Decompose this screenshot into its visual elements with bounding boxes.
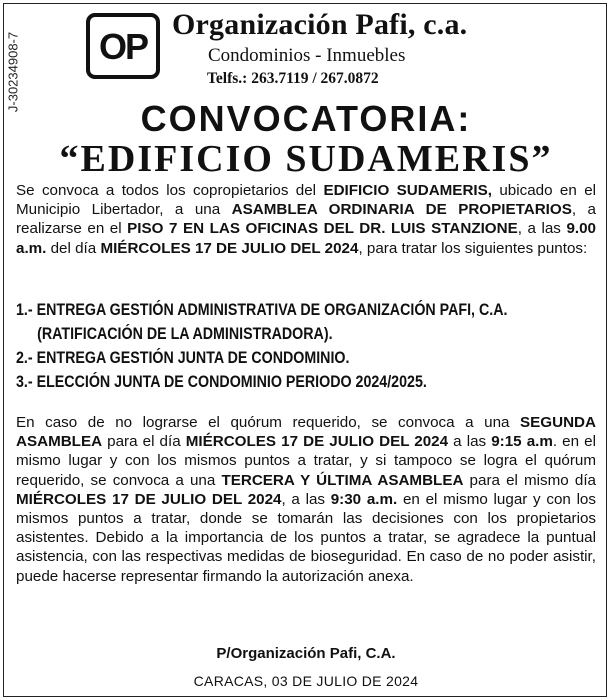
text-run: , a las — [281, 490, 331, 508]
op-logo-mark — [90, 17, 156, 75]
text-run: , para tratar los siguientes puntos: — [358, 239, 588, 257]
bold-text: EDIFICIO SUDAMERIS, — [323, 182, 492, 199]
bold-text: SEGUNDA ASAMBLEA — [16, 414, 596, 451]
agenda-item: 3.- ELECCIÓN JUNTA DE CONDOMINIO PERIODO 2024/2025. — [16, 373, 427, 391]
date-line: CARACAS, 03 DE JULIO DE 2024 — [193, 673, 419, 689]
company-phones: Telfs.: 263.7119 / 267.0872 — [207, 70, 379, 87]
bold-text: MIÉRCOLES 17 DE JULIO DEL 2024 — [16, 490, 282, 508]
building-name: “EDIFICIO SUDAMERIS” — [59, 138, 553, 180]
text-run: para el mismo día — [463, 471, 596, 489]
text-run: , a las — [517, 220, 567, 238]
svg-text:OP: OP — [98, 26, 148, 67]
text-run: para el día — [102, 433, 186, 451]
text-run: , a realizarse en el — [16, 201, 596, 238]
agenda-list — [16, 298, 606, 394]
intro-paragraph — [16, 181, 596, 258]
company-subtitle: Condominios - Inmuebles — [208, 45, 406, 66]
bold-text: 9:30 a.m. — [330, 490, 398, 508]
bold-text: 9:15 a.m — [491, 433, 553, 451]
text-run: a las — [448, 433, 492, 451]
text-run: en el mismo lugar y con los mismos puntos a tratar, donde se tomarán las decisiones con los propietarios asistentes. Debido a la importancia de los puntos a tratar, se agradece la puntual asistencia, con las respectivas medidas de bioseguridad. En caso de no poder asistir, puede hacerse representar firmando la autorización anexa. — [16, 490, 596, 585]
bold-text: 9.00 a.m. — [16, 220, 596, 257]
text-run: En caso de no lograrse el quórum requerido, se convoca a una — [16, 414, 521, 431]
rif-number: J-30234908-7 — [5, 31, 21, 113]
bold-text: TERCERA Y ÚLTIMA ASAMBLEA — [221, 471, 464, 489]
bold-text: MIÉRCOLES 17 DE JULIO DEL 2024 — [100, 239, 359, 257]
quorum-paragraph — [16, 413, 596, 586]
text-run: del día — [46, 239, 101, 257]
notice-title: CONVOCATORIA: — [140, 98, 472, 139]
text-run: . en el mismo lugar y con los mismos puntos a tratar, y si tampoco se logra el quórum requerido, se convoca a una — [16, 433, 596, 489]
signature-line: P/Organización Pafi, C.A. — [216, 645, 396, 662]
company-name: Organización Pafi, c.a. — [172, 8, 468, 41]
bold-text: PISO 7 EN LAS OFICINAS DEL DR. LUIS STANZIONE — [127, 220, 518, 238]
bold-text: MIÉRCOLES 17 DE JULIO DEL 2024 — [185, 433, 449, 451]
agenda-item: 1.- ENTREGA GESTIÓN ADMINISTRATIVA DE ORGANIZACIÓN PAFI, C.A. — [16, 301, 508, 319]
agenda-item: 2.- ENTREGA GESTIÓN JUNTA DE CONDOMINIO. — [16, 349, 350, 367]
bold-text: ASAMBLEA ORDINARIA DE PROPIETARIOS — [231, 201, 572, 219]
company-logo — [86, 13, 160, 79]
text-run: ubicado en el Municipio Libertador, a una — [16, 182, 597, 219]
agenda-item: (RATIFICACIÓN DE LA ADMINISTRADORA). — [37, 325, 333, 343]
text-run: Se convoca a todos los copropietarios del — [16, 182, 324, 199]
